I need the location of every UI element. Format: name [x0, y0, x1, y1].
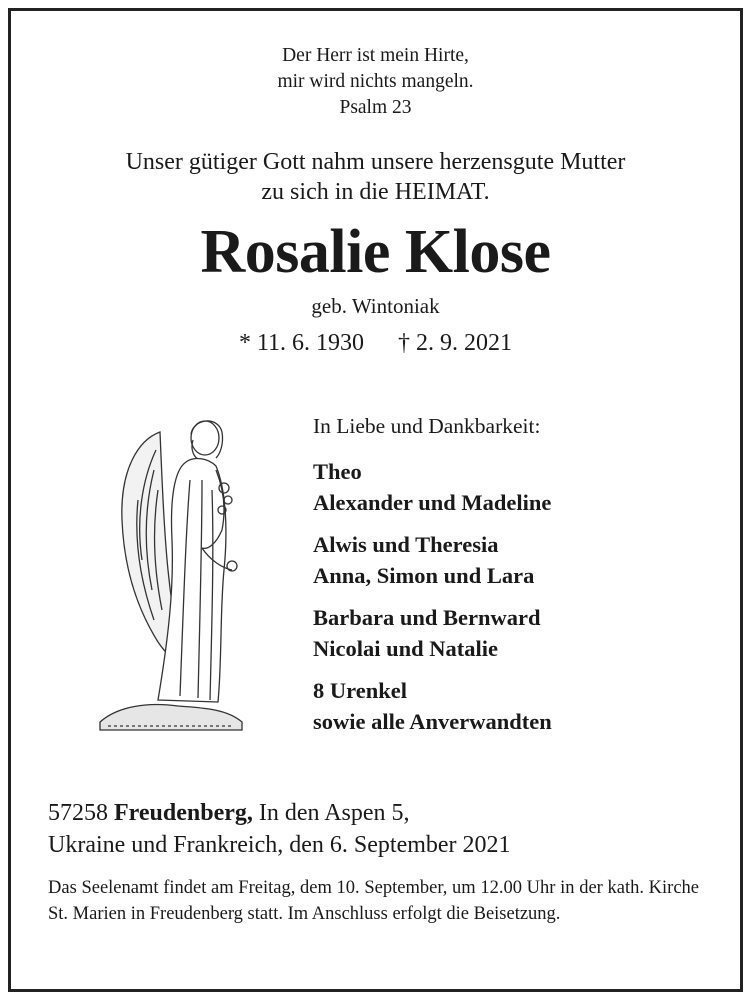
intro-line-2: zu sich in die HEIMAT.: [261, 179, 490, 205]
death-date: † 2. 9. 2021: [398, 330, 513, 356]
city-name: Freudenberg,: [114, 800, 253, 826]
psalm-line-2: mir wird nichts mangeln.: [277, 71, 474, 92]
mourner-group-3: [313, 602, 723, 664]
funeral-notice: Das Seelenamt findet am Freitag, dem 10. September, um 12.00 Uhr in der kath. Kirche St. Marien in Freudenberg statt. Im Anschluss erfolgt die Beisetzung.: [48, 878, 699, 924]
birth-date: * 11. 6. 1930: [238, 330, 365, 356]
mourner-group-4: [313, 675, 723, 737]
postal-code: 57258: [48, 800, 108, 826]
mourner-name: Barbara und Bernward: [313, 605, 541, 630]
mourners-lead: In Liebe und Dankbarkeit:: [313, 414, 541, 438]
mourner-group-2: [313, 529, 723, 591]
deceased-name: Rosalie Klose: [200, 218, 551, 286]
address-line-1: [48, 797, 511, 829]
mourners-list: [313, 412, 723, 748]
intro-text: [0, 147, 751, 207]
mourner-name: 8 Urenkel: [313, 678, 407, 703]
address-block: [48, 797, 511, 861]
maiden-name: geb. Wintoniak: [311, 294, 440, 318]
life-dates: [0, 330, 751, 357]
mourner-name: Theo: [313, 459, 362, 484]
mourner-name: Anna, Simon und Lara: [313, 563, 535, 588]
mourner-group-1: [313, 456, 723, 518]
mourner-name: Alwis und Theresia: [313, 532, 499, 557]
psalm-quote: [0, 43, 751, 121]
intro-line-1: Unser gütiger Gott nahm unsere herzensgute Mutter: [125, 149, 626, 175]
psalm-line-1: Der Herr ist mein Hirte,: [282, 45, 469, 66]
psalm-reference: Psalm 23: [339, 97, 412, 118]
street: In den Aspen 5,: [258, 800, 410, 826]
address-line-2: Ukraine und Frankreich, den 6. September 2021: [48, 832, 511, 858]
mourner-name: Alexander und Madeline: [313, 490, 552, 515]
angel-statue-icon: [98, 410, 244, 734]
mourner-name: sowie alle Anverwandten: [313, 709, 552, 734]
mourner-name: Nicolai und Natalie: [313, 636, 499, 661]
